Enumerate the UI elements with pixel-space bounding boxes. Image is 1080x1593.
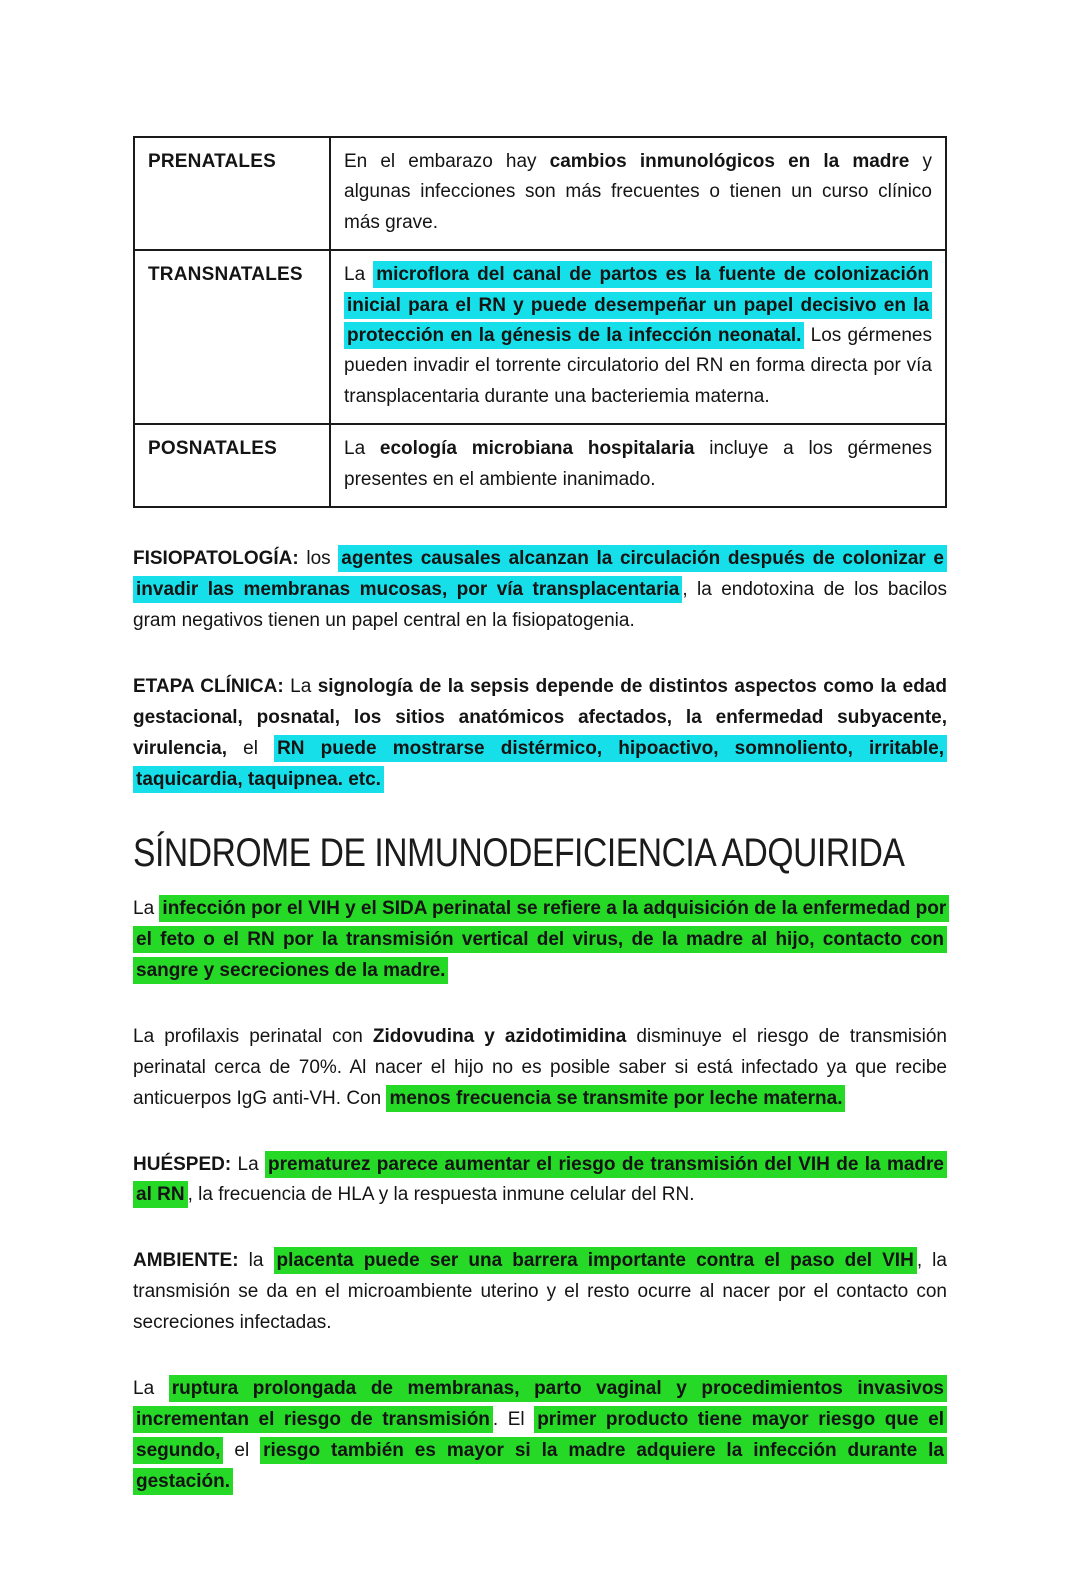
row-label: POSNATALES	[134, 424, 330, 507]
text-run: y algunas infecciones son más frecuentes o tienen un curso clínico más grave.	[344, 151, 932, 233]
sida-section-title: SÍNDROME DE INMUNODEFICIENCIA ADQUIRIDA	[133, 830, 905, 875]
highlighted-text: microflora del canal de partos es la fuente de colonización inicial para el RN y puede desempeñar un papel decisivo en la protección en la génesis de la infección neonatal.	[344, 261, 932, 349]
text-run: La	[133, 897, 160, 919]
document-content	[133, 136, 947, 1498]
text-run: , la transmisión se da en el microambiente uterino y el resto ocurre al nacer por el contacto con secreciones infectadas.	[133, 1250, 947, 1334]
highlighted-text: agentes causales alcanzan la circulación después de colonizar e invadir las membranas mucosas, por vía transplacentaria	[133, 545, 947, 603]
text-run: La profilaxis perinatal con	[133, 1025, 373, 1047]
text-run: la	[238, 1250, 274, 1272]
row-description	[330, 137, 946, 250]
bold-text: FISIOPATOLOGÍA:	[133, 547, 299, 569]
bold-text: ecología microbiana hospitalaria	[379, 438, 695, 460]
ambiente-paragraph	[133, 1246, 947, 1339]
highlighted-text: menos frecuencia se transmite por leche materna.	[386, 1085, 845, 1112]
highlighted-text: riesgo también es mayor si la madre adquiere la infección durante la gestación.	[133, 1437, 947, 1495]
row-description	[330, 424, 946, 507]
text-run: La	[231, 1153, 266, 1175]
etapa-clinica-paragraph	[133, 672, 947, 796]
bold-text: Zidovudina y azidotimidina	[372, 1025, 627, 1047]
text-run: La	[283, 675, 318, 697]
text-run: La	[344, 438, 380, 460]
text-run: . El	[492, 1409, 535, 1431]
highlighted-text: RN puede mostrarse distérmico, hipoactivo, somnoliento, irritable, taquicardia, taquipnea. etc.	[133, 735, 947, 793]
highlighted-text: prematurez parece aumentar el riesgo de transmisión del VIH de la madre al RN	[133, 1151, 947, 1209]
sida-intro-paragraph	[133, 894, 947, 987]
table-row	[134, 424, 946, 507]
infection-periods-table	[133, 136, 947, 508]
bold-text: signología de la sepsis depende de distintos aspectos como la edad gestacional, posnatal, los sitios anatómicos afectados, la enfermedad subyacente, virulencia,	[133, 675, 947, 759]
row-label: TRANSNATALES	[134, 250, 330, 424]
text-run: Los gérmenes pueden invadir el torrente circulatorio del RN en forma directa por vía transplacentaria durante una bacteriemia materna.	[344, 324, 932, 407]
text-run: , la frecuencia de HLA y la respuesta inmune celular del RN.	[187, 1184, 695, 1206]
bold-text: cambios inmunológicos en la madre	[549, 151, 910, 172]
row-description	[330, 250, 946, 424]
text-run: el	[227, 737, 275, 759]
huesped-paragraph	[133, 1150, 947, 1212]
fisiopatologia-paragraph	[133, 544, 947, 637]
highlighted-text: infección por el VIH y el SIDA perinatal se refiere a la adquisición de la enfermedad por el feto o el RN por la transmisión vertical del virus, de la madre al hijo, contacto con sangre y secreciones de la madre.	[133, 895, 949, 984]
text-run: La	[133, 1378, 169, 1400]
text-run: los	[298, 547, 339, 569]
text-run: , la endotoxina de los bacilos gram negativos tienen un papel central en la fisiopatogenia.	[133, 578, 947, 631]
row-label: PRENATALES	[134, 137, 330, 250]
bold-text: AMBIENTE:	[133, 1250, 239, 1272]
text-run: En el embarazo hay	[344, 151, 550, 172]
text-run: incluye a los gérmenes presentes en el ambiente inanimado.	[344, 438, 932, 490]
highlighted-text: primer producto tiene mayor riesgo que el segundo,	[133, 1406, 947, 1464]
bold-text: HUÉSPED:	[133, 1153, 232, 1175]
table-row	[134, 137, 946, 250]
highlighted-text: placenta puede ser una barrera importante contra el paso del VIH	[274, 1247, 917, 1274]
text-run: disminuye el riesgo de transmisión perinatal cerca de 70%. Al nacer el hijo no es posible saber si está infectado ya que recibe anticuerpos IgG anti-VH. Con	[133, 1025, 947, 1109]
text-run: el	[223, 1440, 261, 1462]
ruptura-membranas-paragraph	[133, 1374, 947, 1498]
text-run: La	[344, 264, 374, 286]
bold-text: ETAPA CLÍNICA:	[133, 675, 284, 697]
highlighted-text: ruptura prolongada de membranas, parto vaginal y procedimientos invasivos incrementan el riesgo de transmisión	[133, 1375, 947, 1433]
table-row	[134, 250, 946, 424]
profilaxis-paragraph	[133, 1022, 947, 1115]
